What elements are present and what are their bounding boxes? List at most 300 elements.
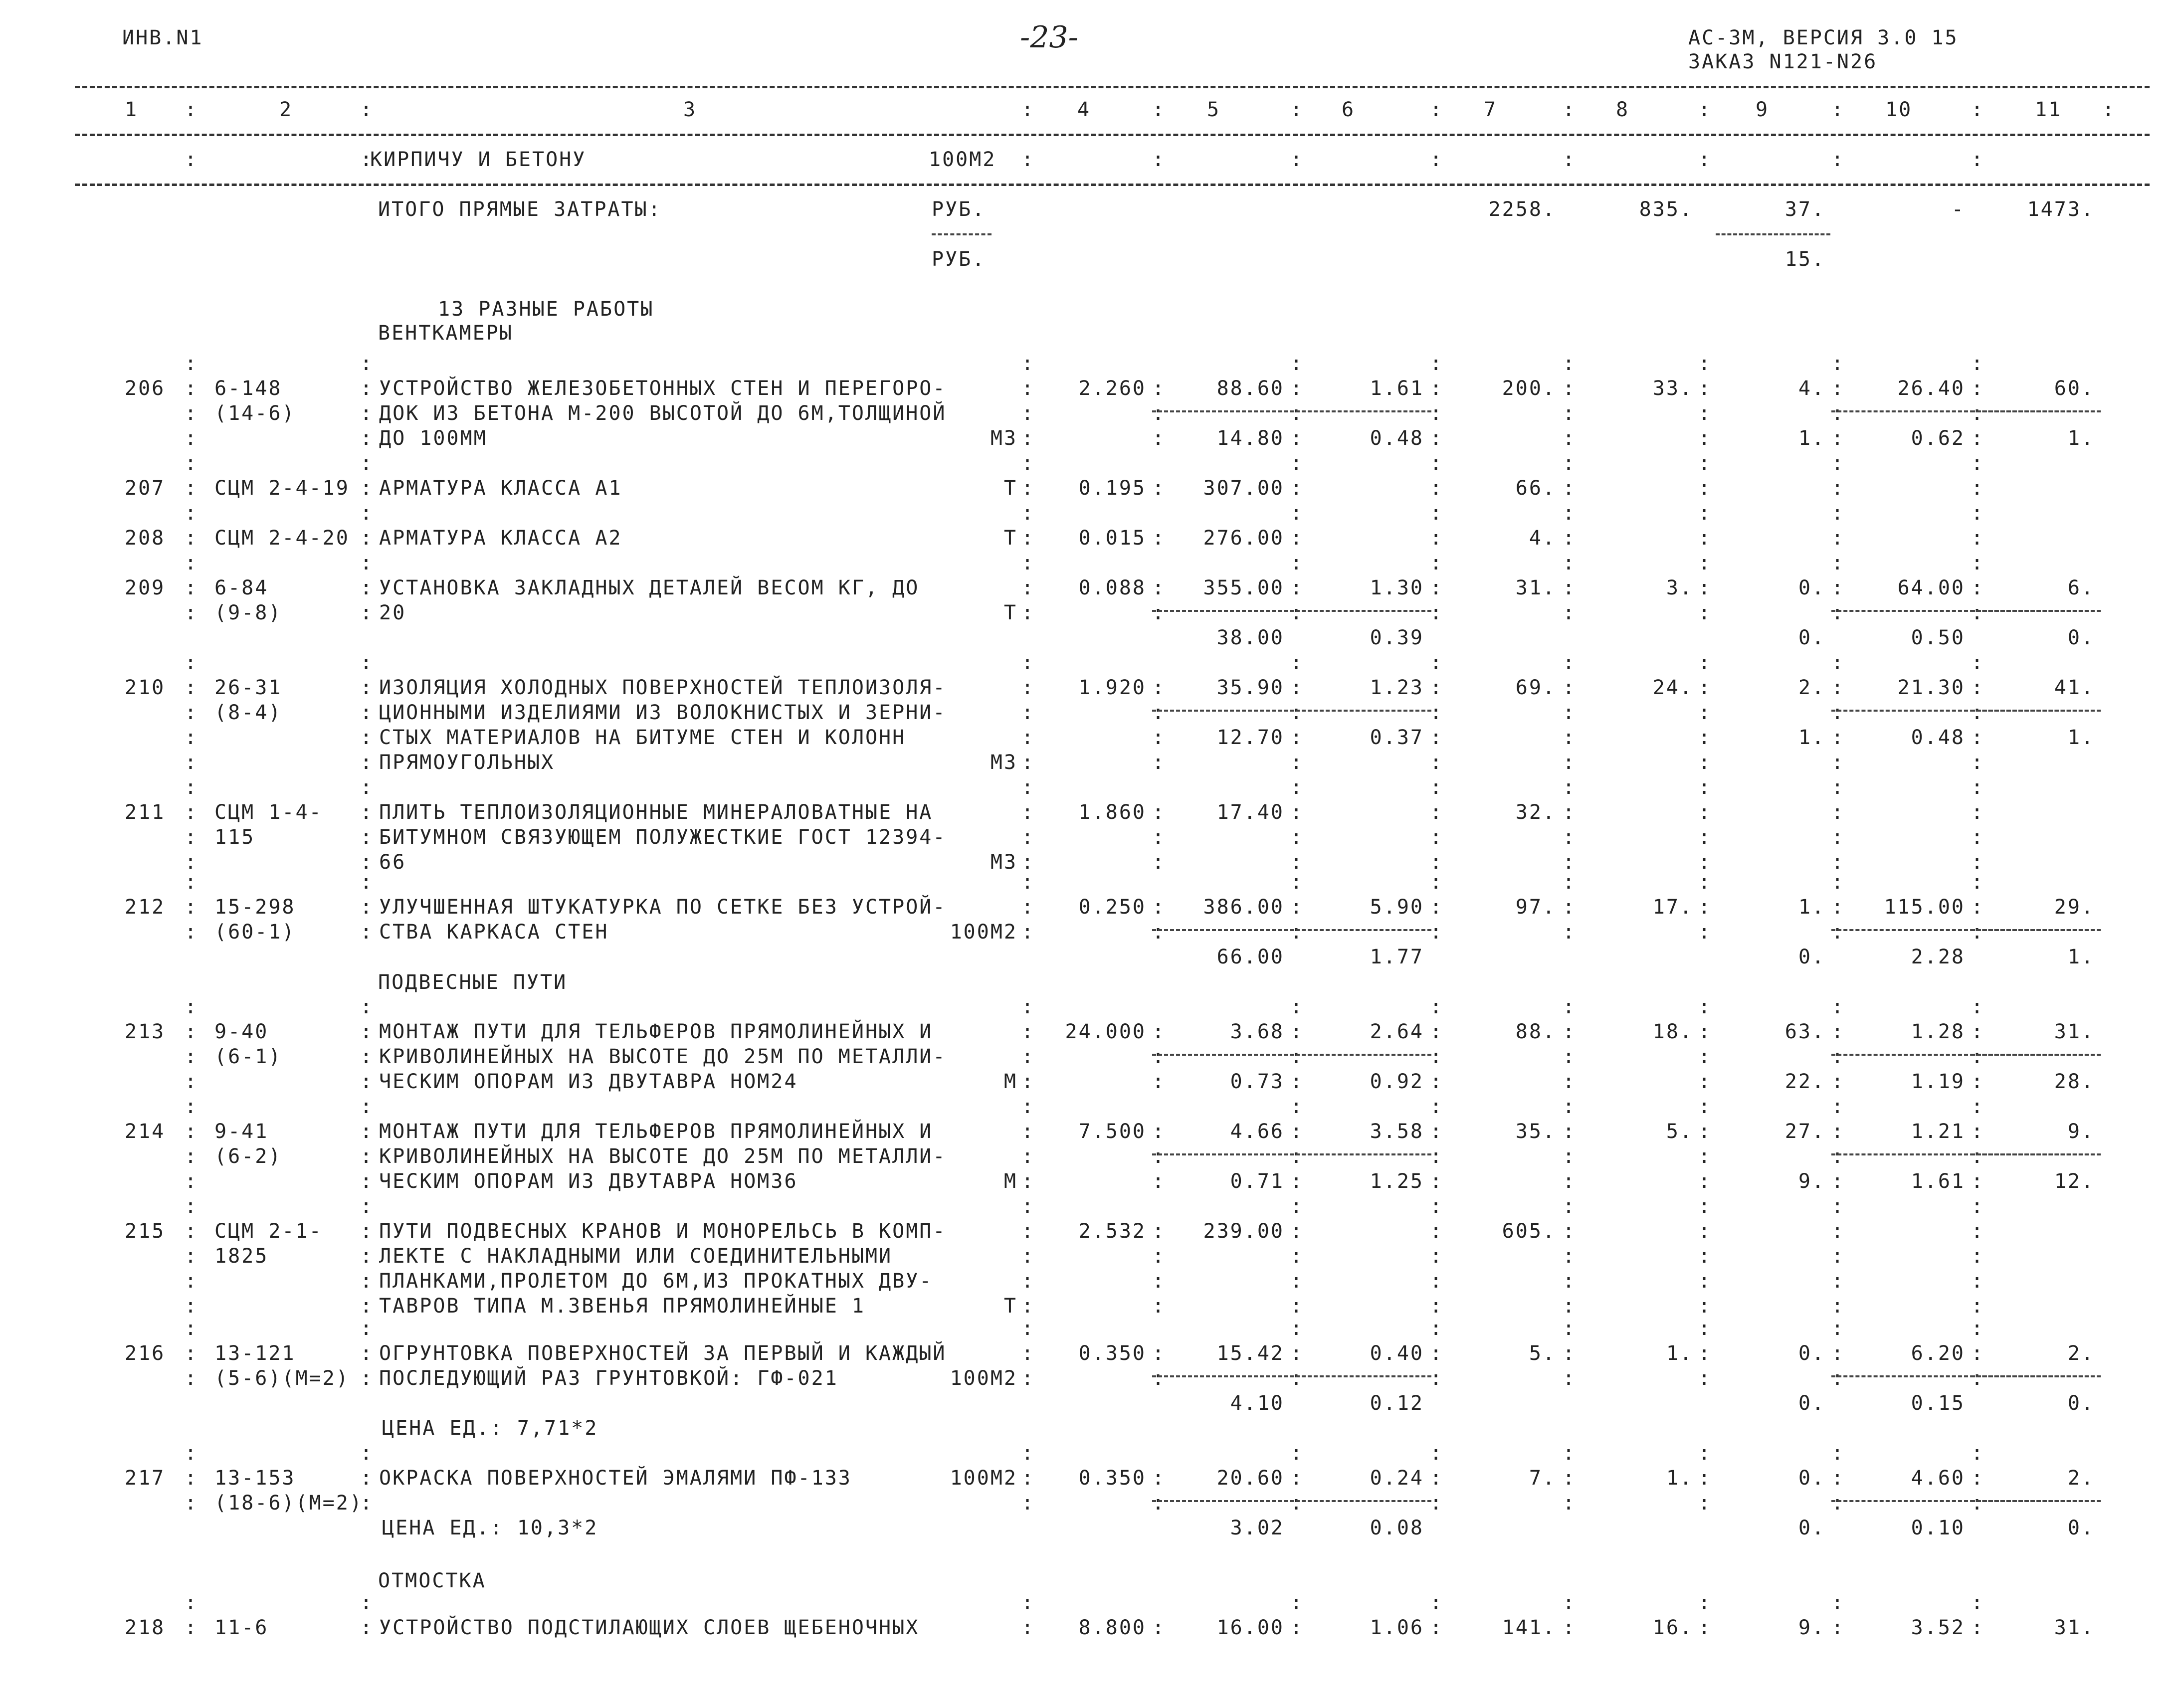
sub-divider [1971, 1153, 2101, 1155]
column-separator: : [1831, 427, 1845, 450]
column-separator: : [1290, 1095, 1304, 1118]
value-c7: 69. [1515, 676, 1556, 699]
column-separator: : [1563, 1020, 1577, 1043]
column-separator: : [1563, 921, 1577, 944]
column-separator: : [185, 651, 198, 674]
value-lower-b6: 0.12 [1370, 1392, 1424, 1415]
unit: 100М2 [950, 1367, 1017, 1390]
column-separator: : [1698, 701, 1712, 724]
column-separator: : [1563, 377, 1577, 400]
value-c4: 2.532 [1078, 1220, 1146, 1243]
column-header-8: 8 [1616, 98, 1630, 121]
column-separator: : [1021, 726, 1035, 749]
column-separator: : [1430, 377, 1444, 400]
subsection-title: ОТМОСТКА [378, 1569, 486, 1592]
column-separator: : [1971, 502, 1985, 525]
column-separator: : [1563, 1245, 1577, 1268]
value-c4: 1.920 [1078, 676, 1146, 699]
column-separator: : [1698, 601, 1712, 624]
work-description: СТВА КАРКАСА СТЕН [379, 921, 609, 944]
column-separator: : [1563, 826, 1577, 849]
total-c9-second: 15. [1784, 248, 1825, 271]
column-separator: : [1021, 801, 1035, 824]
row-number: 208 [125, 527, 166, 550]
column-separator: : [185, 452, 198, 475]
column-separator: : [1971, 1195, 1985, 1218]
column-separator: : [1430, 352, 1444, 375]
column-separator: : [1430, 995, 1444, 1018]
column-separator: : [1563, 527, 1577, 550]
value-c8: 17. [1652, 896, 1693, 919]
column-separator: : [1290, 402, 1304, 425]
value-c11: 29. [2054, 896, 2095, 919]
underline [1716, 233, 1830, 235]
sub-divider [1971, 710, 2101, 712]
column-separator: : [1563, 1270, 1577, 1293]
column-separator: : [1831, 1245, 1845, 1268]
column-separator: : [1021, 477, 1035, 500]
column-separator: : [1430, 576, 1444, 599]
price-code: СЦМ 2-4-20 [214, 527, 350, 550]
column-separator: : [1152, 1045, 1166, 1068]
price-code: 11-6 [214, 1616, 269, 1639]
value-c11: 2. [2067, 1342, 2095, 1365]
value-c11: 9. [2067, 1120, 2095, 1143]
value-c7: 31. [1515, 576, 1556, 599]
column-separator: : [1152, 1492, 1166, 1515]
column-separator: : [360, 452, 374, 475]
divider [75, 86, 2150, 88]
column-separator: : [1698, 801, 1712, 824]
column-separator: : [1563, 1616, 1577, 1639]
value-lower-b10: 2.28 [1911, 946, 1965, 968]
subsection-title: ВЕНТКАМЕРЫ [378, 322, 513, 345]
column-separator: : [360, 477, 374, 500]
price-code: 1825 [214, 1245, 269, 1268]
column-separator: : [1021, 676, 1035, 699]
work-description: МОНТАЖ ПУТИ ДЛЯ ТЕЛЬФЕРОВ ПРЯМОЛИНЕЙНЫХ И [379, 1120, 933, 1143]
value-c4: 0.088 [1078, 576, 1146, 599]
column-separator: : [1430, 1220, 1444, 1243]
column-separator: : [1021, 1120, 1035, 1143]
work-description: 20 [379, 601, 406, 624]
column-separator: : [1430, 1145, 1444, 1168]
column-separator: : [1430, 1442, 1444, 1465]
value-lower-b6: 0.37 [1370, 726, 1424, 749]
work-description: ОГРУНТОВКА ПОВЕРХНОСТЕЙ ЗА ПЕРВЫЙ И КАЖДЫЙ [379, 1342, 947, 1365]
work-description: МОНТАЖ ПУТИ ДЛЯ ТЕЛЬФЕРОВ ПРЯМОЛИНЕЙНЫХ И [379, 1020, 933, 1043]
column-separator: : [185, 1195, 198, 1218]
column-separator: : [1563, 676, 1577, 699]
column-separator: : [1290, 801, 1304, 824]
column-separator: : [1698, 726, 1712, 749]
column-separator: : [1430, 148, 1444, 171]
column-separator: : [1563, 1591, 1577, 1614]
column-separator: : [1021, 921, 1035, 944]
column-separator: : [1831, 576, 1845, 599]
value-c5: 239.00 [1203, 1220, 1284, 1243]
column-separator: : [1290, 1442, 1304, 1465]
column-separator: : [1290, 1467, 1304, 1490]
column-separator: : [1971, 801, 1985, 824]
value-c6: 0.24 [1370, 1467, 1424, 1490]
value-c9: 2. [1798, 676, 1825, 699]
column-separator: : [1563, 751, 1577, 774]
work-description: ПОСЛЕДУЮЩИЙ РАЗ ГРУНТОВКОЙ: ГФ-021 [379, 1367, 838, 1390]
column-separator: : [1971, 1245, 1985, 1268]
column-separator: : [360, 1070, 374, 1093]
value-lower-b5: 4.10 [1230, 1392, 1284, 1415]
column-separator: : [1021, 1616, 1035, 1639]
column-separator: : [185, 751, 198, 774]
column-separator: : [1021, 851, 1035, 874]
work-description: СТЫХ МАТЕРИАЛОВ НА БИТУМЕ СТЕН И КОЛОНН [379, 726, 906, 749]
column-separator: : [1430, 477, 1444, 500]
value-lower-b5: 12.70 [1216, 726, 1284, 749]
unit-price-note: ЦЕНА ЕД.: 7,71*2 [382, 1417, 598, 1440]
column-separator: : [1430, 502, 1444, 525]
column-separator: : [1831, 477, 1845, 500]
column-separator: : [1971, 921, 1985, 944]
value-c7: 66. [1515, 477, 1556, 500]
row-number: 214 [125, 1120, 166, 1143]
column-separator: : [1152, 851, 1166, 874]
column-separator: : [1971, 1295, 1985, 1318]
column-separator: : [1430, 701, 1444, 724]
column-separator: : [1430, 1045, 1444, 1068]
column-separator: : [1152, 751, 1166, 774]
column-header-1: 1 [125, 98, 139, 121]
value-c8: 33. [1652, 377, 1693, 400]
column-separator: : [1698, 1245, 1712, 1268]
column-separator: : [1831, 851, 1845, 874]
column-separator: : [1021, 1467, 1035, 1490]
column-separator: : [1971, 1120, 1985, 1143]
column-separator: : [1698, 452, 1712, 475]
column-separator: : [1563, 1295, 1577, 1318]
value-c6: 2.64 [1370, 1020, 1424, 1043]
column-separator: : [1290, 148, 1304, 171]
column-separator: : [1430, 1591, 1444, 1614]
column-separator: : [360, 601, 374, 624]
work-description: ПЛИТЬ ТЕПЛОИЗОЛЯЦИОННЫЕ МИНЕРАЛОВАТНЫЕ НА [379, 801, 933, 824]
column-separator: : [1021, 751, 1035, 774]
unit: Т [1003, 601, 1017, 624]
column-separator: : [185, 1070, 198, 1093]
column-separator: : [1831, 701, 1845, 724]
value-c7: 4. [1529, 527, 1556, 550]
column-separator: : [1152, 1220, 1166, 1243]
value-lower-b9: 1. [1798, 726, 1825, 749]
column-separator: : [1430, 826, 1444, 849]
column-separator: : [1021, 1367, 1035, 1390]
value-c8: 5. [1666, 1120, 1693, 1143]
column-separator: : [1563, 896, 1577, 919]
value-c5: 15.42 [1216, 1342, 1284, 1365]
column-separator: : [1698, 651, 1712, 674]
column-separator: : [185, 826, 198, 849]
column-separator: : [1430, 1492, 1444, 1515]
column-separator: : [1021, 826, 1035, 849]
column-separator: : [1430, 527, 1444, 550]
column-separator: : [185, 776, 198, 799]
price-code: 9-40 [214, 1020, 269, 1043]
column-separator: : [1021, 1442, 1035, 1465]
column-separator: : [360, 427, 374, 450]
value-lower-b6: 0.08 [1370, 1517, 1424, 1539]
row-number: 206 [125, 377, 166, 400]
column-separator: : [1971, 352, 1985, 375]
column-separator: : [1290, 477, 1304, 500]
value-c8: 1. [1666, 1467, 1693, 1490]
column-separator: : [1021, 1270, 1035, 1293]
column-separator: : [1831, 1095, 1845, 1118]
column-separator: : [1831, 871, 1845, 894]
column-separator: : [1563, 601, 1577, 624]
column-separator: : [360, 726, 374, 749]
column-separator: : [1971, 1145, 1985, 1168]
column-separator: : [185, 701, 198, 724]
column-separator: : [1430, 776, 1444, 799]
total-c10: - [1951, 198, 1965, 221]
column-separator: : [360, 871, 374, 894]
value-c9: 27. [1784, 1120, 1825, 1143]
column-separator: : [1290, 552, 1304, 574]
price-code: 6-148 [214, 377, 282, 400]
total-unit-2: РУБ. [932, 248, 986, 271]
column-separator: : [1290, 502, 1304, 525]
column-separator: : [1698, 1070, 1712, 1093]
column-separator: : [360, 1270, 374, 1293]
column-separator: : [1563, 1170, 1577, 1193]
column-separator: : [1563, 148, 1577, 171]
column-separator: : [1152, 98, 1166, 121]
value-c4: 24.000 [1065, 1020, 1146, 1043]
total-c11: 1473. [2027, 198, 2095, 221]
column-separator: : [360, 1170, 374, 1193]
column-separator: : [1563, 1220, 1577, 1243]
column-separator: : [1430, 726, 1444, 749]
column-separator: : [360, 1317, 374, 1340]
column-separator: : [1152, 477, 1166, 500]
column-separator: : [1831, 1591, 1845, 1614]
value-lower-b11: 0. [2067, 626, 2095, 649]
row-number: 211 [125, 801, 166, 824]
value-lower-b10: 0.62 [1911, 427, 1965, 450]
price-code: (8-4) [214, 701, 282, 724]
column-separator: : [1563, 801, 1577, 824]
column-separator: : [1290, 651, 1304, 674]
column-separator: : [1698, 352, 1712, 375]
value-c10: 1.28 [1911, 1020, 1965, 1043]
value-c10: 6.20 [1911, 1342, 1965, 1365]
column-separator: : [1290, 995, 1304, 1018]
value-c11: 6. [2067, 576, 2095, 599]
column-separator: : [1971, 1045, 1985, 1068]
unit: Т [1003, 477, 1017, 500]
column-separator: : [185, 1367, 198, 1390]
column-separator: : [1698, 1220, 1712, 1243]
work-description: УСТРОЙСТВО ПОДСТИЛАЮЩИХ СЛОЕВ ЩЕБЕНОЧНЫХ [379, 1616, 920, 1639]
column-separator: : [1698, 477, 1712, 500]
carry-text: КИРПИЧУ И БЕТОНУ [370, 148, 587, 171]
column-separator: : [1831, 1020, 1845, 1043]
column-separator: : [1290, 1195, 1304, 1218]
column-separator: : [1563, 552, 1577, 574]
price-code: 13-153 [214, 1467, 296, 1490]
column-separator: : [1563, 98, 1577, 121]
column-separator: : [1831, 1295, 1845, 1318]
row-number: 216 [125, 1342, 166, 1365]
column-separator: : [1430, 751, 1444, 774]
column-separator: : [360, 826, 374, 849]
value-lower-b10: 1.61 [1911, 1170, 1965, 1193]
column-separator: : [1152, 427, 1166, 450]
column-separator: : [185, 1170, 198, 1193]
sub-divider [1971, 610, 2101, 612]
column-separator: : [1563, 402, 1577, 425]
value-c4: 0.250 [1078, 896, 1146, 919]
column-separator: : [1152, 402, 1166, 425]
column-separator: : [1563, 1467, 1577, 1490]
value-c10: 3.52 [1911, 1616, 1965, 1639]
column-separator: : [1563, 995, 1577, 1018]
column-separator: : [1971, 776, 1985, 799]
column-separator: : [1563, 1120, 1577, 1143]
column-separator: : [1698, 1342, 1712, 1365]
work-description: УЛУЧШЕННАЯ ШТУКАТУРКА ПО СЕТКЕ БЕЗ УСТРОЙ- [379, 896, 947, 919]
column-separator: : [360, 377, 374, 400]
column-separator: : [1290, 1120, 1304, 1143]
column-header-2: 2 [279, 98, 293, 121]
column-separator: : [1563, 1367, 1577, 1390]
column-separator: : [1971, 751, 1985, 774]
column-separator: : [1831, 1045, 1845, 1068]
row-number: 212 [125, 896, 166, 919]
column-separator: : [1021, 1317, 1035, 1340]
column-separator: : [1430, 1070, 1444, 1093]
column-separator: : [1563, 701, 1577, 724]
column-separator: : [360, 1442, 374, 1465]
work-description: ЦИОННЫМИ ИЗДЕЛИЯМИ ИЗ ВОЛОКНИСТЫХ И ЗЕРНИ- [379, 701, 947, 724]
work-description: АРМАТУРА КЛАССА А2 [379, 527, 622, 550]
value-c10: 26.40 [1897, 377, 1965, 400]
value-lower-b9: 22. [1784, 1070, 1825, 1093]
value-c9: 0. [1798, 1342, 1825, 1365]
value-c11: 31. [2054, 1616, 2095, 1639]
column-separator: : [1021, 995, 1035, 1018]
column-separator: : [1563, 1045, 1577, 1068]
column-separator: : [1021, 871, 1035, 894]
column-separator: : [1430, 871, 1444, 894]
column-separator: : [2102, 98, 2116, 121]
column-separator: : [1698, 1367, 1712, 1390]
column-separator: : [1698, 377, 1712, 400]
column-separator: : [1971, 98, 1985, 121]
column-separator: : [185, 921, 198, 944]
column-separator: : [1563, 1070, 1577, 1093]
column-separator: : [1290, 1317, 1304, 1340]
column-separator: : [1971, 826, 1985, 849]
subsection-title: ПОДВЕСНЫЕ ПУТИ [378, 971, 568, 994]
price-code: 115 [214, 826, 255, 849]
sub-divider [1971, 929, 2101, 931]
column-separator: : [1430, 1170, 1444, 1193]
column-separator: : [1152, 896, 1166, 919]
program-version: АС-3М, ВЕРСИЯ 3.0 15 [1688, 26, 1959, 49]
column-separator: : [1563, 1317, 1577, 1340]
sub-divider [1152, 610, 1431, 612]
column-separator: : [185, 801, 198, 824]
column-separator: : [1698, 1317, 1712, 1340]
column-separator: : [1021, 1020, 1035, 1043]
column-separator: : [185, 1270, 198, 1293]
value-c7: 35. [1515, 1120, 1556, 1143]
column-separator: : [1831, 1195, 1845, 1218]
column-separator: : [185, 1467, 198, 1490]
value-c9: 9. [1798, 1616, 1825, 1639]
column-separator: : [1430, 402, 1444, 425]
column-separator: : [1021, 1245, 1035, 1268]
column-separator: : [1698, 1170, 1712, 1193]
column-separator: : [1698, 751, 1712, 774]
price-code: СЦМ 1-4- [214, 801, 323, 824]
column-separator: : [1831, 1145, 1845, 1168]
value-lower-b9: 9. [1798, 1170, 1825, 1193]
column-separator: : [1563, 1195, 1577, 1218]
column-separator: : [185, 1095, 198, 1118]
row-number: 213 [125, 1020, 166, 1043]
value-c10: 1.21 [1911, 1120, 1965, 1143]
column-separator: : [1563, 1342, 1577, 1365]
column-separator: : [1430, 1270, 1444, 1293]
column-separator: : [1152, 1145, 1166, 1168]
column-separator: : [1698, 502, 1712, 525]
column-separator: : [1698, 871, 1712, 894]
column-separator: : [1971, 601, 1985, 624]
column-separator: : [360, 552, 374, 574]
column-separator: : [1971, 676, 1985, 699]
sub-divider [1971, 1054, 2101, 1056]
column-separator: : [360, 701, 374, 724]
column-separator: : [1971, 552, 1985, 574]
column-separator: : [1290, 452, 1304, 475]
column-separator: : [1021, 502, 1035, 525]
value-lower-b10: 0.15 [1911, 1392, 1965, 1415]
column-separator: : [185, 726, 198, 749]
column-separator: : [1971, 871, 1985, 894]
value-lower-b11: 0. [2067, 1517, 2095, 1539]
column-separator: : [1430, 1342, 1444, 1365]
unit: 100М2 [950, 921, 1017, 944]
column-separator: : [1290, 1020, 1304, 1043]
work-description: ЛЕКТЕ С НАКЛАДНЫМИ ИЛИ СОЕДИНИТЕЛЬНЫМИ [379, 1245, 893, 1268]
work-description: ДО 100ММ [379, 427, 487, 450]
column-separator: : [1698, 826, 1712, 849]
unit: М [1003, 1170, 1017, 1193]
price-code: (60-1) [214, 921, 296, 944]
column-separator: : [1563, 851, 1577, 874]
column-separator: : [185, 402, 198, 425]
value-c5: 276.00 [1203, 527, 1284, 550]
column-separator: : [1152, 1295, 1166, 1318]
value-lower-b11: 1. [2067, 946, 2095, 968]
column-separator: : [1430, 851, 1444, 874]
value-lower-b10: 0.10 [1911, 1517, 1965, 1539]
value-lower-b5: 14.80 [1216, 427, 1284, 450]
column-separator: : [360, 1367, 374, 1390]
column-separator: : [1430, 1020, 1444, 1043]
